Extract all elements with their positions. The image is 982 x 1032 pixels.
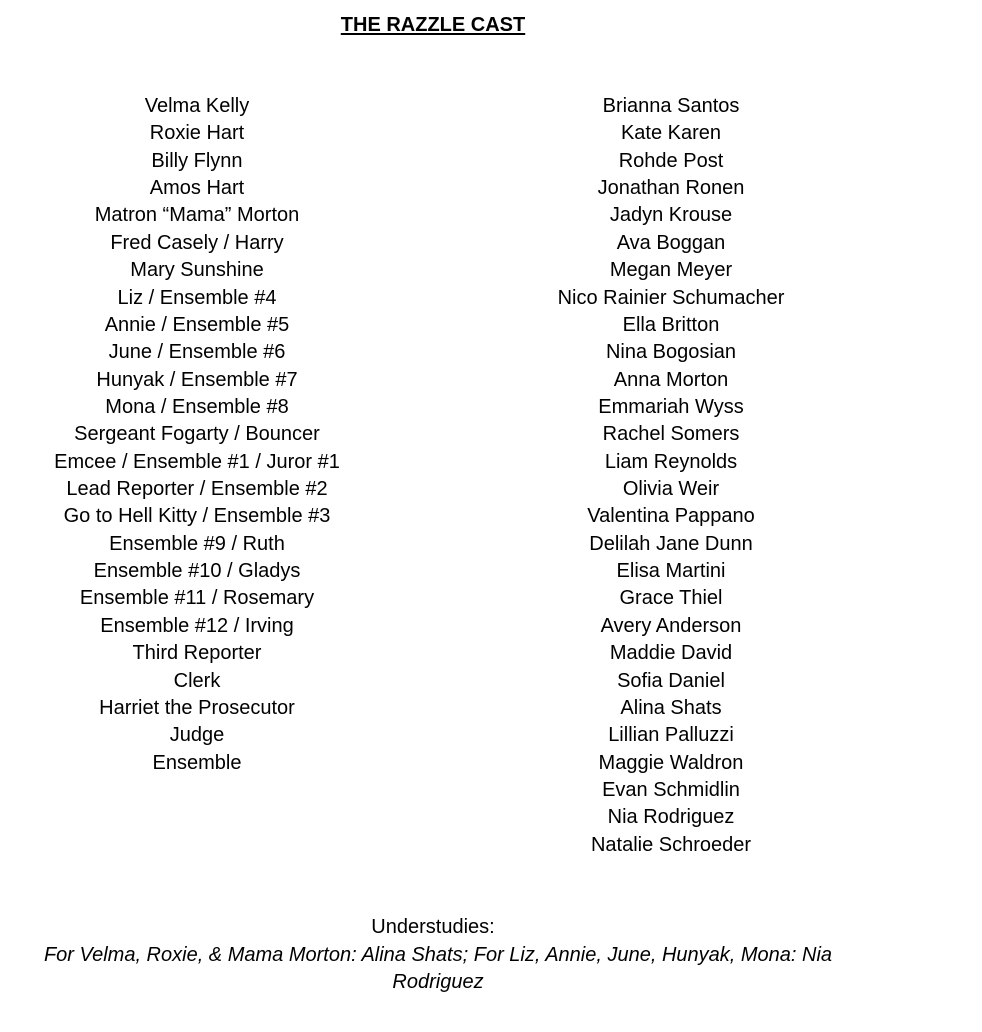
actor-name: Anna Morton [613, 368, 729, 391]
role-name: Mona / Ensemble #8 [105, 395, 289, 418]
understudies-section [0, 914, 866, 997]
role-name: Fred Casely / Harry [110, 231, 284, 254]
actor-name: Ava Boggan [616, 231, 726, 254]
actor-name: Megan Meyer [609, 259, 733, 282]
actor-name: Maggie Waldron [598, 751, 744, 774]
actor-name: Lillian Palluzzi [608, 724, 734, 747]
role-name: Ensemble #10 / Gladys [93, 560, 301, 583]
role-name: Lead Reporter / Ensemble #2 [66, 478, 328, 501]
role-name: Ensemble #11 / Rosemary [79, 587, 315, 610]
role-name: Sergeant Fogarty / Bouncer [74, 423, 320, 446]
actor-name: Olivia Weir [622, 478, 720, 501]
actor-name: Rohde Post [618, 149, 724, 172]
role-name: Ensemble [152, 751, 242, 774]
actor-name: Grace Thiel [619, 587, 723, 610]
actor-name: Evan Schmidlin [602, 778, 740, 801]
actor-name: Liam Reynolds [604, 450, 738, 473]
role-name: Judge [169, 724, 225, 747]
role-name: Billy Flynn [151, 149, 243, 172]
role-name: Harriet the Prosecutor [99, 696, 295, 719]
actors-column [474, 93, 868, 859]
actor-name: Natalie Schroeder [590, 833, 752, 856]
role-name: Annie / Ensemble #5 [104, 313, 290, 336]
role-name: Amos Hart [149, 177, 245, 200]
page-title: THE RAZZLE CAST [340, 14, 526, 36]
role-name: Roxie Hart [149, 122, 245, 145]
actor-name: Brianna Santos [602, 95, 740, 117]
actor-name: Valentina Pappano [587, 505, 755, 528]
actor-name: Jonathan Ronen [597, 177, 745, 200]
actor-name: Alina Shats [620, 696, 722, 719]
actor-name: Nina Bogosian [605, 341, 737, 364]
actor-name: Rachel Somers [602, 423, 740, 446]
actor-name: Avery Anderson [600, 614, 742, 637]
roles-column [0, 93, 394, 777]
role-name: Third Reporter [132, 642, 262, 665]
role-name: Mary Sunshine [130, 259, 264, 282]
role-name: Liz / Ensemble #4 [117, 286, 277, 309]
actor-name: Nico Rainier Schumacher [557, 286, 785, 309]
role-name: Ensemble #9 / Ruth [109, 532, 285, 555]
role-name: June / Ensemble #6 [108, 341, 286, 364]
actor-name: Maddie David [609, 642, 733, 665]
actor-name: Jadyn Krouse [609, 204, 733, 227]
actor-name: Ella Britton [622, 313, 720, 336]
actor-name: Nia Rodriguez [607, 806, 735, 829]
role-name: Emcee / Ensemble #1 / Juror #1 [54, 450, 340, 473]
actor-name: Sofia Daniel [617, 669, 725, 692]
role-name: Velma Kelly [144, 95, 250, 117]
role-name: Clerk [173, 669, 221, 692]
actor-name: Kate Karen [620, 122, 722, 145]
understudies-detail: For Velma, Roxie, & Mama Morton: Alina Shats; For Liz, Annie, June, Hunyak, Mona: Nia Rodriguez [43, 943, 833, 993]
actor-name: Emmariah Wyss [598, 395, 744, 418]
role-name: Hunyak / Ensemble #7 [96, 368, 298, 391]
role-name: Matron “Mama” Morton [94, 204, 300, 227]
actor-name: Delilah Jane Dunn [589, 532, 753, 555]
role-name: Go to Hell Kitty / Ensemble #3 [63, 505, 331, 528]
actor-name: Elisa Martini [616, 560, 726, 583]
role-name: Ensemble #12 / Irving [100, 614, 294, 637]
understudies-heading: Understudies: [371, 916, 495, 938]
